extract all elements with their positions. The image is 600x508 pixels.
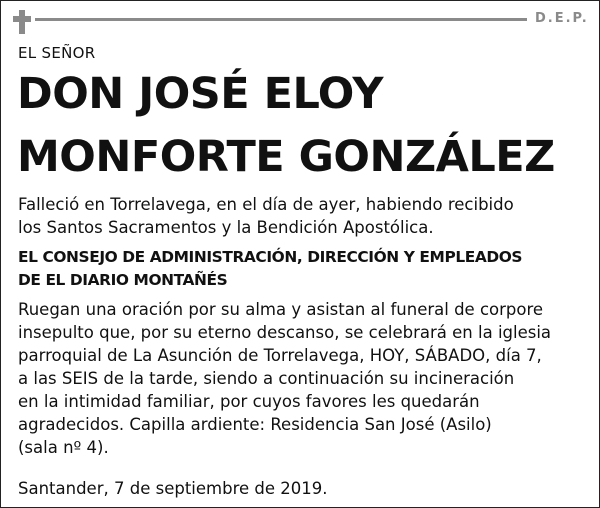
- paragraph-line: agradecidos. Capilla ardiente: Residencia San José (Asilo): [18, 415, 492, 434]
- heading-line: EL CONSEJO DE ADMINISTRACIÓN, DIRECCIÓN Y EMPLEADOS: [18, 248, 523, 266]
- intro-label: EL SEÑOR: [18, 44, 96, 62]
- paragraph-line: parroquial de La Asunción de Torrelavega, HOY, SÁBADO, día 7,: [18, 346, 542, 365]
- paragraph-line: los Santos Sacramentos y la Bendición Apostólica.: [18, 218, 434, 237]
- paragraph-line: en la intimidad familiar, por cuyos favores les quedarán: [18, 392, 480, 411]
- paragraph-line: Ruegan una oración por su alma y asistan al funeral de corpore: [18, 300, 544, 319]
- dep-badge: D.E.P.: [535, 11, 589, 26]
- heading-line: DE EL DIARIO MONTAÑÉS: [18, 271, 228, 289]
- deceased-name-line-2: MONFORTE GONZÁLEZ: [17, 132, 555, 182]
- deceased-name-line-1: DON JOSÉ ELOY: [17, 69, 383, 119]
- death-paragraph: [18, 193, 590, 239]
- mourners-heading: [18, 246, 522, 292]
- cross-icon: [13, 10, 31, 34]
- paragraph-line: insepulto que, por su eterno descanso, se celebrará en la iglesia: [18, 323, 552, 342]
- paragraph-line: a las SEIS de la tarde, siendo a continuación su incineración: [18, 369, 515, 388]
- paragraph-line: (sala nº 4).: [18, 438, 109, 457]
- paragraph-line: Falleció en Torrelavega, en el día de ayer, habiendo recibido: [18, 195, 514, 214]
- place-date-line: Santander, 7 de septiembre de 2019.: [18, 479, 328, 498]
- header-rule: [35, 18, 527, 21]
- funeral-paragraph: [18, 298, 590, 459]
